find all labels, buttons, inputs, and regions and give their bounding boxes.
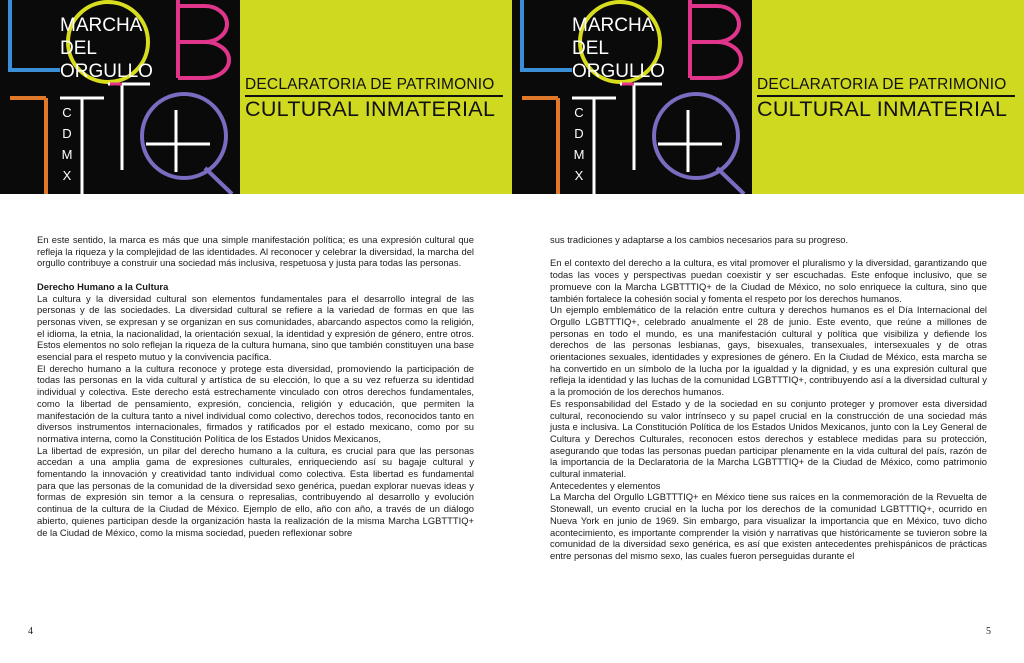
paragraph: sus tradiciones y adaptarse a los cambios necesarios para su progreso. — [550, 234, 849, 245]
paragraph: El derecho humano a la cultura reconoce y protege esta diversidad, promoviendo la participación de todas las personas en la vida cultural y artística de su elección, lo que a su vez refuerza su identidad individual y colectiva. Este derecho está estrechamente vinculado con otros derechos fundamentales, como la libertad de pensamiento, expresión, conciencia, religión y educación, que permiten la manifestación de la cultura tanto a nivel individual como colectivo, derechos todos, reconocidos tanto en diversos instrumentos internacionales, firmados y ratificados por el estado mexicano, como por su normativa interna, como la Constitución Política de los Estados Unidos Mexicanos, — [37, 362, 474, 444]
logo-title — [60, 14, 153, 83]
section-heading: Derecho Humano a la Cultura — [37, 280, 169, 292]
paragraph: La cultura y la diversidad cultural son elementos fundamentales para el desarrollo integral de las personas y de las sociedades. La diversidad cultural se refiere a la variedad de formas en que las personas viven, se expresan y se organizan en sus comunidades, abarcando aspectos como la religión, el idioma, la etnia, la nacionalidad, la orientación sexual, la identidad y expresión de género, entre otros. Estos elementos no solo reflejan la riqueza de la cultura humana, sino que también constituyen una base esencial para el respeto mutuo y la convivencia pacífica. — [37, 292, 474, 363]
banner-title-line2: CULTURAL INMATERIAL — [245, 97, 496, 121]
paragraph: En este sentido, la marca es más que una simple manifestación política; es una expresión cultural que refleja la riqueza y la complejidad de las identidades. Al reconocer y celebrar la diversidad, la marcha del orgullo contribuye a construir una sociedad más inclusiva, respetuosa y justa para todas las personas. — [37, 234, 474, 269]
logo-letter: M — [61, 147, 73, 162]
right-body-text — [550, 234, 987, 562]
marcha-orgullo-logo — [512, 0, 752, 194]
logo-word-orgullo: ORGULLO — [572, 61, 665, 82]
paragraph: La libertad de expresión, un pilar del derecho humano a la cultura, es crucial para que las personas accedan a una amplia gama de expresiones culturales, enriqueciendo así su bagaje cultural y fomentando la innovación y creatividad tanto individual como colectiva. Esta libertad es fundamental para que las personas de la comunidad de la diversidad sexo genérica, puedan explorar nuevas ideas y formas de expresión sin temor a la censura o represalias, contribuyendo al desarrollo y evolución continua de la cultura de la Ciudad de México. Ejemplo de ello, año con año, a través de un diálogo abierto, quienes participan desde la organización hasta la realización de la misma Marcha LGBTTTIQ+ de la Ciudad de México, como la misma sociedad, pueden reflexionar sobre — [37, 444, 474, 538]
logo-city — [60, 102, 74, 186]
logo-letter: C — [574, 105, 584, 120]
marcha-orgullo-logo — [0, 0, 240, 194]
left-body-text — [37, 234, 474, 538]
logo-letter: M — [573, 147, 585, 162]
paragraph: En el contexto del derecho a la cultura, es vital promover el pluralismo y la diversidad, garantizando que todas las voces y perspectivas puedan coexistir y ser escuchadas. Este enfoque inclusivo, que se promueve con la Marcha LGBTTTIQ+ de la Ciudad de México, no solo enriquece la cultura, sino que también fortalece la cohesión social y fomenta el respeto por los derechos humanos. — [550, 257, 987, 304]
logo-letter: D — [62, 126, 72, 141]
banner-title-line1: DECLARATORIA DE PATRIMONIO — [757, 76, 1007, 93]
section-heading: Antecedentes y elementos — [550, 479, 661, 491]
logo-word-del: DEL — [60, 38, 97, 59]
banner-title-line1: DECLARATORIA DE PATRIMONIO — [245, 76, 495, 93]
paragraph: Un ejemplo emblemático de la relación entre cultura y derechos humanos es el Día Internacional del Orgullo LGBTTTIQ+, celebrado anualmente el 28 de junio. Este evento, que reúne a millones de personas en todo el mundo, es una manifestación cultural y política que visibiliza y defiende los derechos de las personas lesbianas, gays, bisexuales, transexuales, intersexuales y de otras orientaciones sexuales, identidades y expresiones de género. En la Ciudad de México, esta marcha se ha convertido en un símbolo de la lucha por la igualdad y la dignidad, y es una expresión cultural que refleja la identidad y las luchas de la comunidad LGBTTTIQ+, contribuyendo así a la diversidad cultural y a la promoción de los derechos humanos. — [550, 304, 987, 398]
banner-title-line2: CULTURAL INMATERIAL — [757, 97, 1008, 121]
header-banner — [512, 0, 1024, 194]
logo-word-del: DEL — [572, 38, 609, 59]
paragraph: Es responsabilidad del Estado y de la sociedad en su conjunto proteger y promover esta diversidad cultural, reconociendo su valor intrínseco y su papel crucial en la construcción de una sociedad más justa e inclusiva. La Constitución Política de los Estados Unidos Mexicanos, junto con la Ley General de Cultura y Derechos Culturales, reconocen estos derechos y establece medidas para su protección, asegurando que todas las personas puedan participar plenamente en la vida cultural del país, razón de la importancia de la Declaratoria de la Marcha LGBTTTIQ+ de la Ciudad de México, como patrimonio cultural inmaterial. — [550, 397, 987, 480]
logo-word-marcha: MARCHA — [572, 15, 655, 36]
logo-letter: X — [574, 168, 584, 183]
logo-word-marcha: MARCHA — [60, 15, 143, 36]
logo-word-orgullo: ORGULLO — [60, 61, 153, 82]
logo-city — [572, 102, 586, 186]
logo-letter: X — [62, 168, 72, 183]
page-number: 5 — [986, 626, 991, 637]
logo-letter: D — [574, 126, 584, 141]
right-page — [512, 0, 1024, 663]
logo-letter: C — [62, 105, 72, 120]
header-banner — [0, 0, 512, 194]
logo-title — [572, 14, 665, 83]
paragraph: La Marcha del Orgullo LGBTTTIQ+ en México tiene sus raíces en la conmemoración de la Revuelta de Stonewall, un evento crucial en la lucha por los derechos de la comunidad LGBTTTIQ+, ocurrido en Nueva York en junio de 1969. Sin embargo, para visualizar la importancia que en México, tuvo dicho acontecimiento, es importante comprender la visión y narrativas que históricamente se tuvieron sobre la comunidad de la diversidad sexo genérica, es así que existen antecedentes prehispánicos de prácticas entre personas del mismo sexo, las cuales fueron perseguidas durante el — [550, 491, 987, 561]
page-number: 4 — [28, 626, 33, 637]
